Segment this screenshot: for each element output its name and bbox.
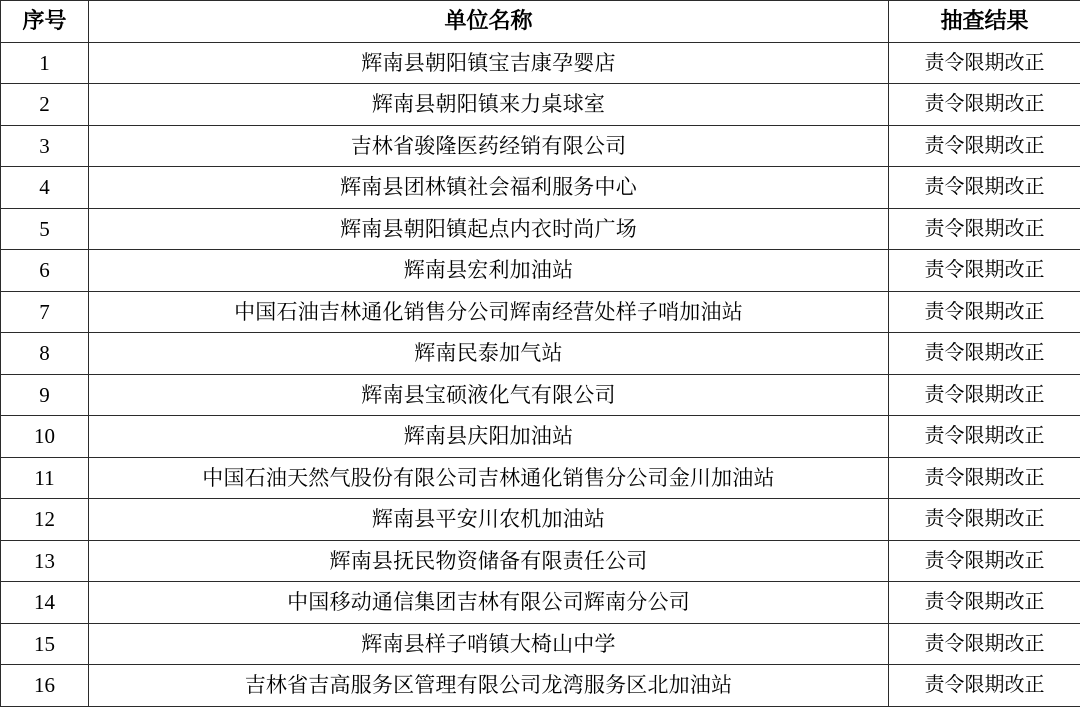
row-unit-name: 吉林省骏隆医药经销有限公司: [89, 125, 889, 167]
row-inspection-result: 责令限期改正: [889, 623, 1080, 665]
row-index: 3: [1, 125, 89, 167]
table-row: [1, 250, 1080, 292]
table-row: [1, 499, 1080, 541]
row-unit-name: 中国石油吉林通化销售分公司辉南经营处样子哨加油站: [89, 291, 889, 333]
table-row: [1, 333, 1080, 375]
row-unit-name: 辉南县宏利加油站: [89, 250, 889, 292]
row-unit-name: 辉南县朝阳镇来力桌球室: [89, 84, 889, 126]
row-inspection-result: 责令限期改正: [889, 333, 1080, 375]
row-inspection-result: 责令限期改正: [889, 208, 1080, 250]
row-inspection-result: 责令限期改正: [889, 416, 1080, 458]
table-header: [1, 1, 1080, 43]
row-inspection-result: 责令限期改正: [889, 665, 1080, 707]
row-index: 9: [1, 374, 89, 416]
row-index: 4: [1, 167, 89, 209]
column-header-index: 序号: [1, 1, 89, 43]
row-inspection-result: 责令限期改正: [889, 291, 1080, 333]
row-unit-name: 辉南县抚民物资储备有限责任公司: [89, 540, 889, 582]
row-inspection-result: 责令限期改正: [889, 167, 1080, 209]
row-inspection-result: 责令限期改正: [889, 84, 1080, 126]
row-index: 6: [1, 250, 89, 292]
column-header-result: 抽查结果: [889, 1, 1080, 43]
table-row: [1, 374, 1080, 416]
table-row: [1, 42, 1080, 84]
row-inspection-result: 责令限期改正: [889, 250, 1080, 292]
table-header-row: [1, 1, 1080, 43]
row-unit-name: 辉南民泰加气站: [89, 333, 889, 375]
row-unit-name: 辉南县朝阳镇起点内衣时尚广场: [89, 208, 889, 250]
row-inspection-result: 责令限期改正: [889, 457, 1080, 499]
row-unit-name: 吉林省吉高服务区管理有限公司龙湾服务区北加油站: [89, 665, 889, 707]
table-row: [1, 208, 1080, 250]
table-row: [1, 540, 1080, 582]
table-row: [1, 125, 1080, 167]
row-unit-name: 中国石油天然气股份有限公司吉林通化销售分公司金川加油站: [89, 457, 889, 499]
row-unit-name: 辉南县团林镇社会福利服务中心: [89, 167, 889, 209]
row-index: 7: [1, 291, 89, 333]
row-unit-name: 中国移动通信集团吉林有限公司辉南分公司: [89, 582, 889, 624]
table-row: [1, 582, 1080, 624]
row-index: 5: [1, 208, 89, 250]
row-unit-name: 辉南县朝阳镇宝吉康孕婴店: [89, 42, 889, 84]
column-header-name: 单位名称: [89, 1, 889, 43]
row-index: 12: [1, 499, 89, 541]
row-unit-name: 辉南县宝硕液化气有限公司: [89, 374, 889, 416]
row-index: 10: [1, 416, 89, 458]
row-inspection-result: 责令限期改正: [889, 42, 1080, 84]
row-inspection-result: 责令限期改正: [889, 374, 1080, 416]
row-inspection-result: 责令限期改正: [889, 540, 1080, 582]
row-inspection-result: 责令限期改正: [889, 499, 1080, 541]
row-inspection-result: 责令限期改正: [889, 582, 1080, 624]
row-index: 16: [1, 665, 89, 707]
table-row: [1, 167, 1080, 209]
table-row: [1, 416, 1080, 458]
table-row: [1, 457, 1080, 499]
row-unit-name: 辉南县平安川农机加油站: [89, 499, 889, 541]
table-row: [1, 291, 1080, 333]
row-index: 2: [1, 84, 89, 126]
row-unit-name: 辉南县庆阳加油站: [89, 416, 889, 458]
row-index: 8: [1, 333, 89, 375]
table-row: [1, 623, 1080, 665]
table-row: [1, 84, 1080, 126]
row-index: 15: [1, 623, 89, 665]
row-index: 1: [1, 42, 89, 84]
table-row: [1, 665, 1080, 707]
row-unit-name: 辉南县样子哨镇大椅山中学: [89, 623, 889, 665]
row-inspection-result: 责令限期改正: [889, 125, 1080, 167]
row-index: 14: [1, 582, 89, 624]
row-index: 11: [1, 457, 89, 499]
table-body: [1, 42, 1080, 706]
row-index: 13: [1, 540, 89, 582]
